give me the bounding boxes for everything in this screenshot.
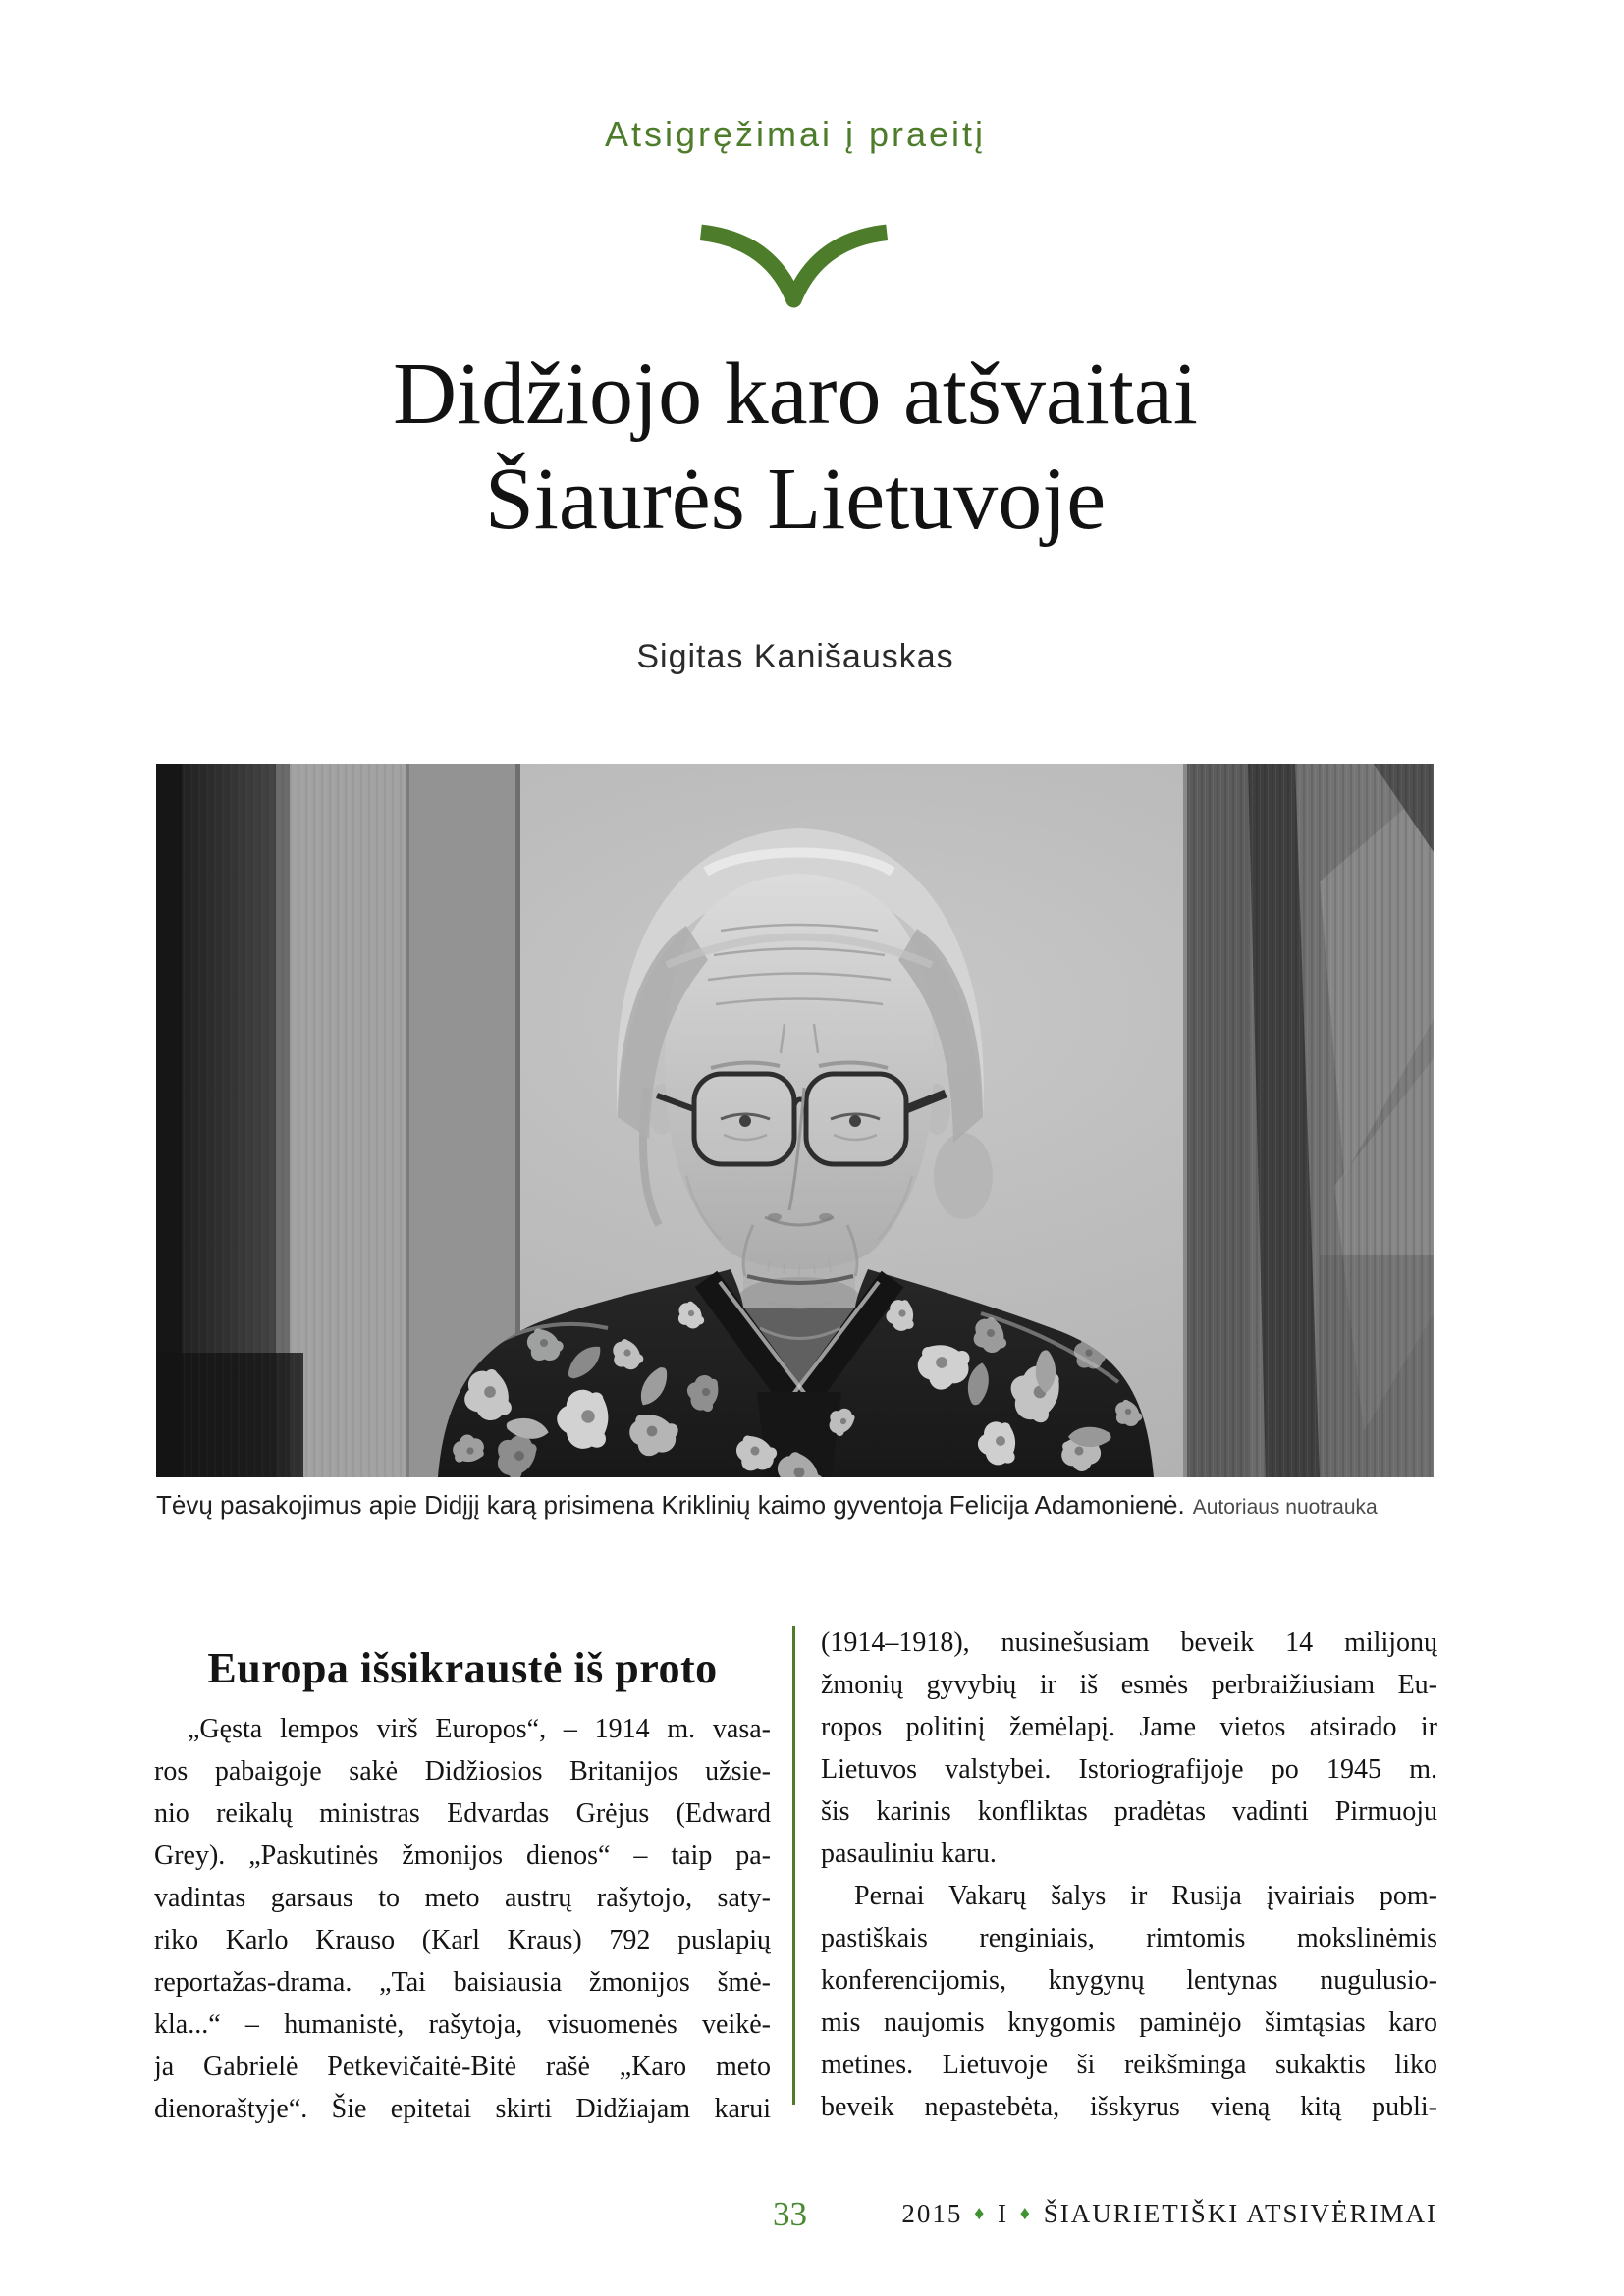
text-line: (1914–1918), nusinešusiam beveik 14 milijonų xyxy=(821,1628,1437,1658)
diamond-icon: ♦ xyxy=(974,2203,987,2224)
photo-caption xyxy=(156,1490,1434,1521)
text-line: vadintas garsaus to meto austrų rašytojo, saty- xyxy=(154,1883,771,1913)
text-line: dienoraštyje“. Šie epitetai skirti Didžiajam karui xyxy=(154,2094,771,2124)
text-line: Pernai Vakarų šalys ir Rusija įvairiais pom- xyxy=(854,1881,1437,1911)
column-divider xyxy=(792,1626,795,2105)
text-line: nio reikalų ministras Edvardas Grėjus (Edward xyxy=(154,1798,771,1829)
section-heading: Europa išsikraustė iš proto xyxy=(207,1644,718,1692)
journal-line xyxy=(901,2199,1437,2229)
text-line: „Gęsta lempos virš Europos“, – 1914 m. vasa- xyxy=(188,1714,771,1744)
text-line: mis naujomis knygomis paminėjo šimtąsias karo xyxy=(821,2007,1437,2038)
footer-issue: I xyxy=(998,2199,1009,2228)
text-line: beveik nepastebėta, išskyrus vieną kitą publi- xyxy=(821,2092,1437,2122)
photo-caption-text: Tėvų pasakojimus apie Didįjį karą prisimena Kriklinių kaimo gyventoja Felicija Adamonienė. xyxy=(156,1490,1185,1520)
text-line: Lietuvos valstybei. Istoriografijoje po 1945 m. xyxy=(821,1754,1437,1785)
text-line: riko Karlo Krauso (Karl Kraus) 792 puslapių xyxy=(154,1925,771,1955)
photo-credit: Autoriaus nuotrauka xyxy=(1192,1496,1378,1519)
article-title-line1: Didžiojo karo atšvaitai xyxy=(393,346,1198,443)
text-line: žmonių gyvybių ir iš esmės perbraižiusiam Eu- xyxy=(821,1670,1437,1700)
article-title-line2: Šiaurės Lietuvoje xyxy=(484,451,1107,548)
page-footer xyxy=(154,2193,1437,2238)
portrait-photo xyxy=(156,764,1434,1477)
article-column-left xyxy=(154,1622,771,2130)
text-line: kla...“ – humanistė, rašytoja, visuomenės veikė- xyxy=(154,2009,771,2040)
text-line: pastiškais renginiais, rimtomis mokslinėmis xyxy=(821,1923,1437,1953)
text-line: ja Gabrielė Petkevičaitė-Bitė rašė „Karo meto xyxy=(154,2052,771,2082)
page-number: 33 xyxy=(773,2195,807,2233)
text-line: konferencijomis, knygynų lentynas nugulusio- xyxy=(821,1965,1437,1996)
article-text-left xyxy=(154,1708,771,2130)
article-column-right xyxy=(821,1622,1437,2128)
article-title xyxy=(0,342,1591,552)
text-line: Grey). „Paskutinės žmonijos dienos“ – taip pa- xyxy=(154,1841,771,1871)
text-line: reportažas-drama. „Tai baisiausia žmonijos šmė- xyxy=(154,1967,771,1998)
text-line: ropos politinį žemėlapį. Jame vietos atsirado ir xyxy=(821,1712,1437,1742)
footer-year: 2015 xyxy=(901,2199,963,2228)
footer-journal-name: ŠIAURIETIŠKI ATSIVĖRIMAI xyxy=(1043,2199,1437,2228)
diamond-icon: ♦ xyxy=(1019,2203,1032,2224)
text-line: metines. Lietuvoje ši reikšminga sukaktis liko xyxy=(821,2050,1437,2080)
portrait-photo-illustration xyxy=(156,764,1434,1477)
section-tagline: Atsigręžimai į praeitį xyxy=(604,114,987,154)
author-name: Sigitas Kanišauskas xyxy=(636,638,954,675)
article-text-right xyxy=(821,1622,1437,2128)
text-line: pasauliniu karu. xyxy=(821,1839,997,1869)
open-book-emblem-icon xyxy=(693,216,894,314)
text-line: ros pabaigoje sakė Didžiosios Britanijos užsie- xyxy=(154,1756,771,1787)
article-body xyxy=(154,1622,1437,2171)
text-line: šis karinis konfliktas pradėtas vadinti Pirmuoju xyxy=(821,1796,1437,1827)
